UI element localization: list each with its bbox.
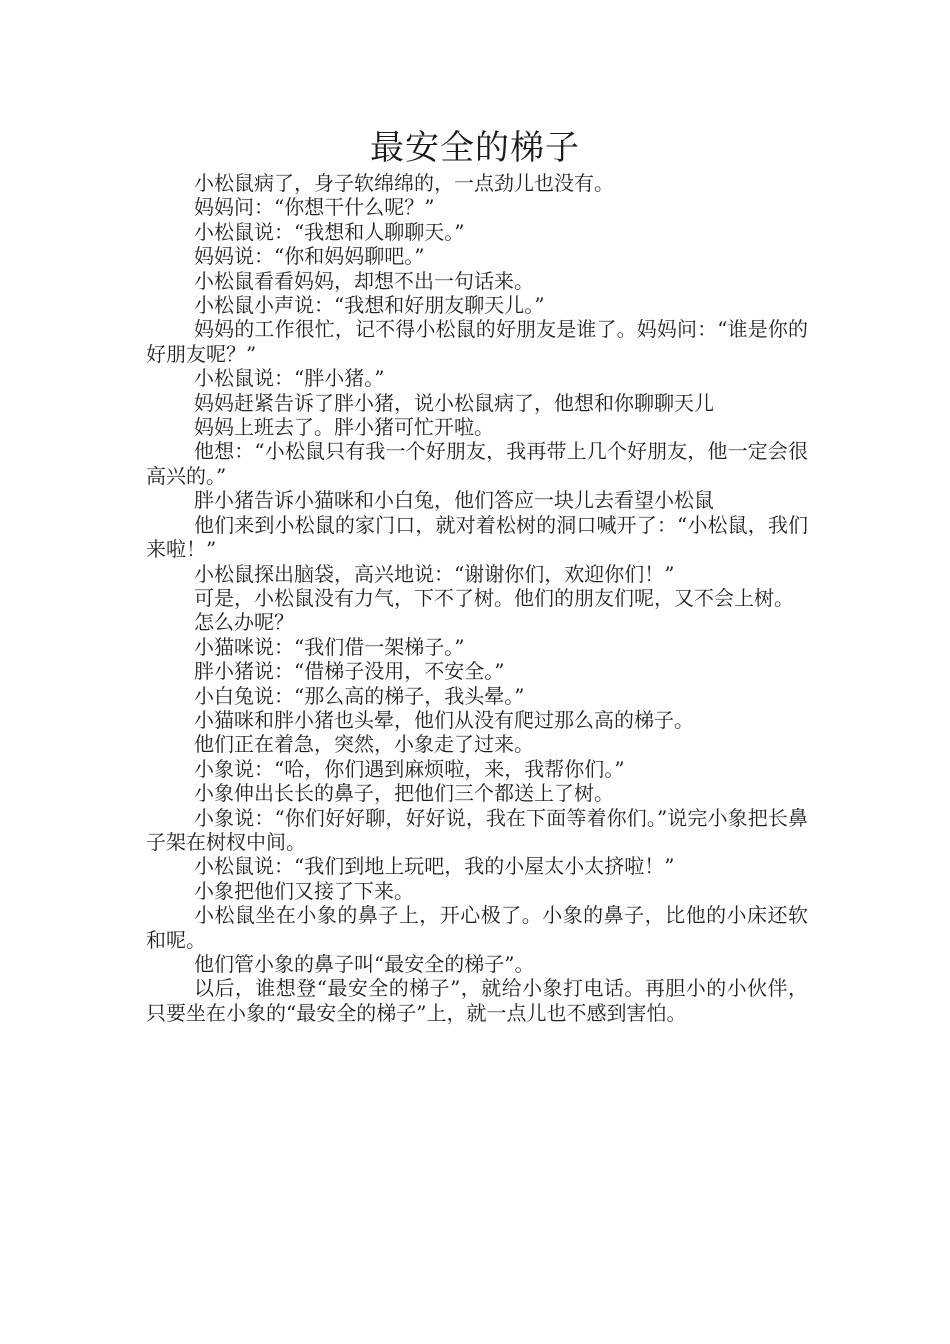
paragraph: 小猫咪和胖小猪也头晕，他们从没有爬过那么高的梯子。 (194, 707, 694, 732)
paragraph: 以后，谁想登“最安全的梯子”，就给小象打电话。再胆小的小伙伴，只要坐在小象的“最安全的梯子”上，就一点儿也不感到害怕。 (146, 976, 808, 1025)
paragraph: 妈妈上班去了。胖小猪可忙开啦。 (194, 415, 494, 440)
paragraph: 小白兔说：“那么高的梯子，我头晕。” (194, 683, 525, 708)
paragraph: 胖小猪告诉小猫咪和小白兔，他们答应一块儿去看望小松鼠 (194, 488, 714, 513)
paragraph: 妈妈问：“你想干什么呢？” (194, 195, 435, 220)
paragraph: 胖小猪说：“借梯子没用，不安全。” (194, 659, 505, 684)
paragraph: 妈妈赶紧告诉了胖小猪，说小松鼠病了，他想和你聊聊天儿 (194, 390, 714, 415)
paragraph: 小松鼠小声说：“我想和好朋友聊天儿。” (194, 293, 545, 318)
paragraph: 小松鼠看看妈妈，却想不出一句话来。 (194, 268, 534, 293)
paragraph: 他想：“小松鼠只有我一个好朋友，我再带上几个好朋友，他一定会很高兴的。” (146, 439, 808, 488)
document-title: 最安全的梯子 (370, 128, 580, 168)
paragraph: 妈妈说：“你和妈妈聊吧。” (194, 244, 425, 269)
paragraph: 小松鼠病了，身子软绵绵的，一点劲儿也没有。 (194, 171, 614, 195)
paragraph: 小象说：“哈，你们遇到麻烦啦，来，我帮你们。” (194, 756, 625, 781)
paragraph: 怎么办呢？ (194, 610, 294, 635)
paragraph: 他们管小象的鼻子叫“最安全的梯子”。 (194, 952, 535, 976)
paragraph: 小象把他们又接了下来。 (194, 878, 414, 903)
paragraph: 小象说：“你们好好聊，好好说，我在下面等着你们。”说完小象把长鼻子架在树杈中间。 (146, 805, 808, 854)
paragraph: 可是，小松鼠没有力气，下不了树。他们的朋友们呢，又不会上树。 (194, 585, 794, 610)
paragraph: 小松鼠坐在小象的鼻子上，开心极了。小象的鼻子，比他的小床还软和呢。 (146, 903, 808, 952)
paragraph: 小松鼠说：“我们到地上玩吧，我的小屋太小太挤啦！” (194, 854, 675, 879)
paragraph: 小象伸出长长的鼻子，把他们三个都送上了树。 (194, 781, 614, 806)
paragraph: 他们来到小松鼠的家门口，就对着松树的洞口喊开了：“小松鼠，我们来啦！” (146, 512, 808, 562)
paragraph: 妈妈的工作很忙，记不得小松鼠的好朋友是谁了。妈妈问：“谁是你的好朋友呢？” (146, 317, 808, 366)
paragraph: 小松鼠说：“我想和人聊聊天。” (194, 219, 465, 244)
paragraph: 小松鼠探出脑袋，高兴地说：“谢谢你们，欢迎你们！” (194, 561, 675, 586)
document-body (146, 171, 808, 1025)
paragraph: 他们正在着急，突然，小象走了过来。 (194, 732, 534, 757)
paragraph: 小猫咪说：“我们借一架梯子。” (194, 634, 465, 659)
paragraph: 小松鼠说：“胖小猪。” (194, 366, 385, 391)
